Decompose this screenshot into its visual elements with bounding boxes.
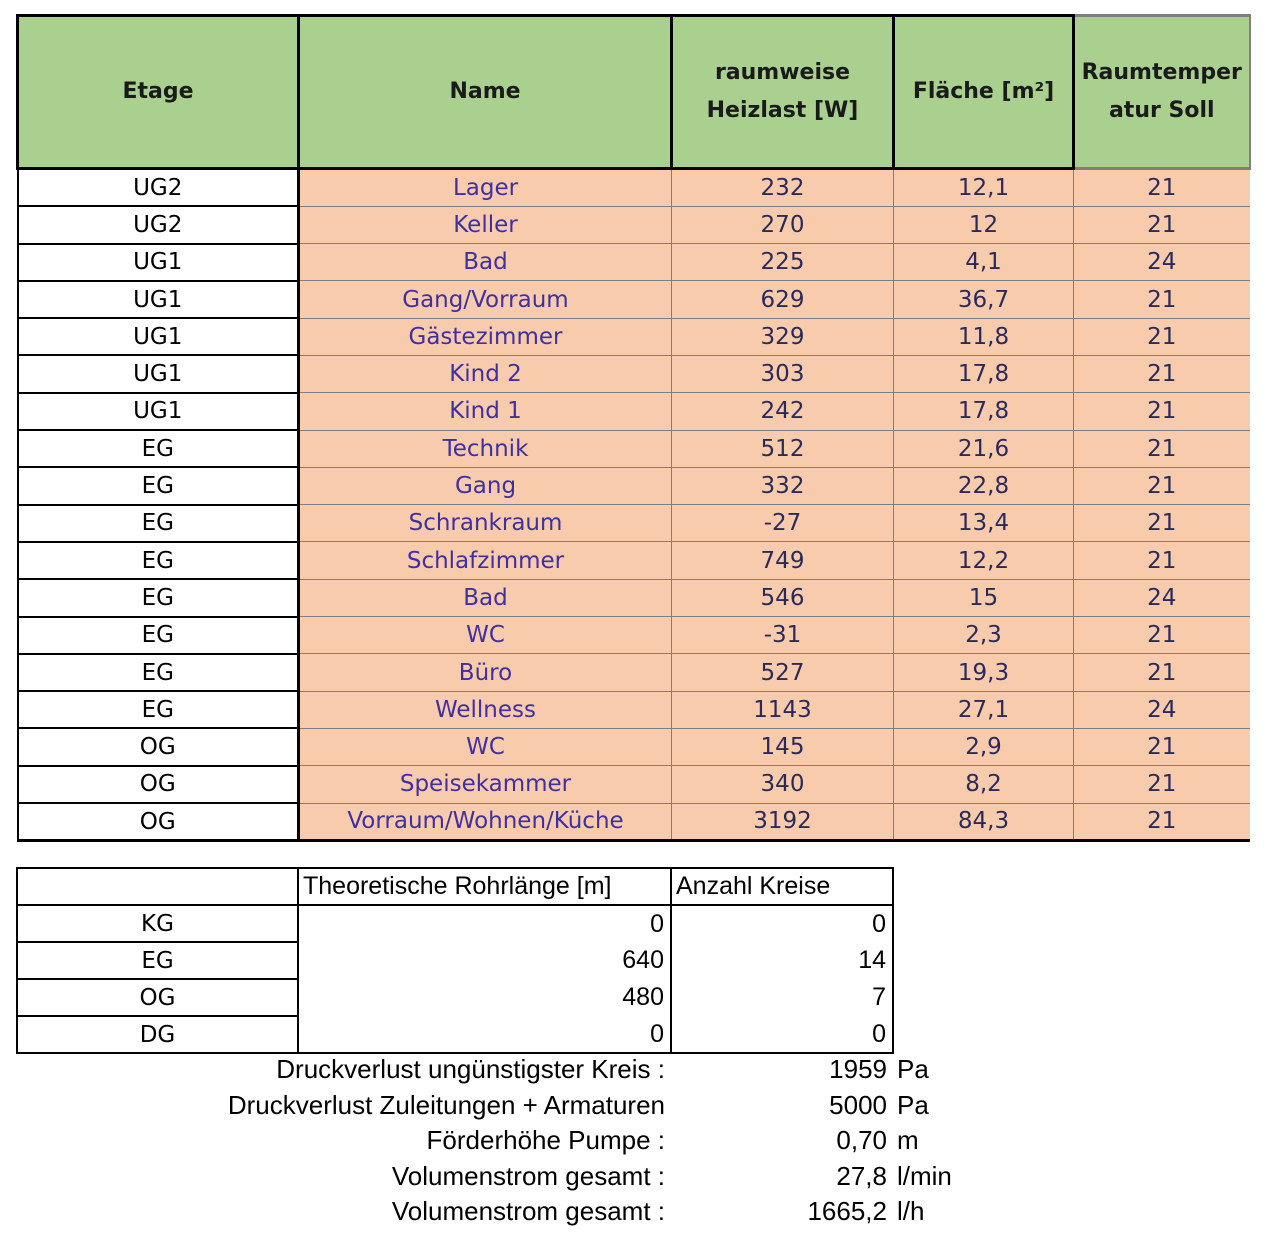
pipe-row <box>17 942 893 979</box>
pipe-floor: EG <box>17 942 298 979</box>
pipe-row <box>17 1016 893 1053</box>
cell-temp: 21 <box>1074 467 1250 504</box>
cell-flaeche: 15 <box>894 579 1074 616</box>
cell-temp: 21 <box>1074 355 1250 392</box>
cell-flaeche: 27,1 <box>894 691 1074 728</box>
heating-load-table <box>16 14 1251 842</box>
cell-flaeche: 36,7 <box>894 281 1074 318</box>
cell-name: Speisekammer <box>299 766 672 803</box>
pipe-floor: KG <box>17 905 298 942</box>
cell-temp: 21 <box>1074 803 1250 841</box>
cell-heizlast: -27 <box>672 505 894 542</box>
cell-name: Schlafzimmer <box>299 542 672 579</box>
summary-unit: Pa <box>897 1089 929 1120</box>
cell-heizlast: 332 <box>672 467 894 504</box>
summary-value: 1665,2 <box>807 1196 887 1226</box>
summary-row <box>0 1054 1000 1090</box>
summary-row <box>0 1196 1000 1232</box>
cell-name: Technik <box>299 430 672 467</box>
cell-temp: 24 <box>1074 579 1250 616</box>
cell-etage: EG <box>18 579 299 616</box>
cell-temp: 21 <box>1074 505 1250 542</box>
pipe-header-circuits: Anzahl Kreise <box>671 868 893 905</box>
cell-etage: OG <box>18 728 299 765</box>
cell-heizlast: 145 <box>672 728 894 765</box>
pipe-row <box>17 979 893 1016</box>
summary-value: 1959 <box>829 1054 887 1084</box>
pipe-length: 0 <box>298 1016 671 1053</box>
cell-name: Wellness <box>299 691 672 728</box>
cell-flaeche: 22,8 <box>894 467 1074 504</box>
cell-etage: EG <box>18 430 299 467</box>
cell-heizlast: 340 <box>672 766 894 803</box>
pipe-circuits: 0 <box>671 905 893 942</box>
cell-heizlast: 242 <box>672 393 894 430</box>
cell-flaeche: 11,8 <box>894 318 1074 355</box>
table-row <box>18 430 1250 467</box>
cell-etage: UG2 <box>18 169 299 207</box>
cell-temp: 21 <box>1074 318 1250 355</box>
cell-etage: UG1 <box>18 393 299 430</box>
cell-temp: 21 <box>1074 169 1250 207</box>
cell-flaeche: 12,1 <box>894 169 1074 207</box>
cell-heizlast: 3192 <box>672 803 894 841</box>
table-row <box>18 355 1250 392</box>
cell-flaeche: 84,3 <box>894 803 1074 841</box>
cell-etage: EG <box>18 505 299 542</box>
table-row <box>18 617 1250 654</box>
cell-heizlast: 329 <box>672 318 894 355</box>
cell-heizlast: 512 <box>672 430 894 467</box>
cell-name: Büro <box>299 654 672 691</box>
header-etage: Etage <box>18 16 299 169</box>
table-row <box>18 169 1250 207</box>
summary-value: 27,8 <box>836 1160 887 1191</box>
cell-name: WC <box>299 617 672 654</box>
cell-name: Kind 2 <box>299 355 672 392</box>
summary-unit: l/min <box>897 1160 952 1191</box>
table-row <box>18 467 1250 504</box>
cell-heizlast: -31 <box>672 617 894 654</box>
cell-flaeche: 21,6 <box>894 430 1074 467</box>
cell-name: Bad <box>299 579 672 616</box>
cell-name: Vorraum/Wohnen/Küche <box>299 803 672 841</box>
cell-heizlast: 1143 <box>672 691 894 728</box>
cell-heizlast: 546 <box>672 579 894 616</box>
summary-unit: m <box>897 1125 919 1155</box>
cell-temp: 21 <box>1074 617 1250 654</box>
table-row <box>18 244 1250 281</box>
summary-label: Förderhöhe Pumpe : <box>426 1125 665 1155</box>
cell-temp: 21 <box>1074 654 1250 691</box>
cell-temp: 21 <box>1074 542 1250 579</box>
cell-heizlast: 303 <box>672 355 894 392</box>
table-row <box>18 318 1250 355</box>
pipe-floor: OG <box>17 979 298 1016</box>
cell-etage: UG1 <box>18 244 299 281</box>
cell-etage: UG1 <box>18 281 299 318</box>
cell-name: Gang <box>299 467 672 504</box>
header-heizlast: raumweise Heizlast [W] <box>672 16 894 169</box>
cell-temp: 21 <box>1074 281 1250 318</box>
summary-label: Volumenstrom gesamt : <box>391 1196 665 1226</box>
cell-flaeche: 8,2 <box>894 766 1074 803</box>
summary-value: 5000 <box>829 1089 887 1120</box>
cell-name: Gästezimmer <box>299 318 672 355</box>
cell-heizlast: 270 <box>672 206 894 243</box>
cell-etage: UG1 <box>18 355 299 392</box>
header-row <box>18 16 1250 169</box>
cell-flaeche: 4,1 <box>894 244 1074 281</box>
cell-name: Lager <box>299 169 672 207</box>
cell-heizlast: 749 <box>672 542 894 579</box>
cell-flaeche: 19,3 <box>894 654 1074 691</box>
cell-name: Gang/Vorraum <box>299 281 672 318</box>
cell-flaeche: 12,2 <box>894 542 1074 579</box>
summary-label: Volumenstrom gesamt : <box>391 1160 665 1191</box>
cell-temp: 21 <box>1074 728 1250 765</box>
cell-etage: EG <box>18 691 299 728</box>
table-row <box>18 281 1250 318</box>
table-row <box>18 803 1250 841</box>
cell-name: Keller <box>299 206 672 243</box>
cell-etage: EG <box>18 617 299 654</box>
header-name: Name <box>299 16 672 169</box>
cell-name: Kind 1 <box>299 393 672 430</box>
cell-flaeche: 13,4 <box>894 505 1074 542</box>
pipe-circuits: 0 <box>671 1016 893 1053</box>
table-row <box>18 393 1250 430</box>
cell-flaeche: 2,9 <box>894 728 1074 765</box>
pipe-length: 640 <box>298 942 671 979</box>
cell-name: Schrankraum <box>299 505 672 542</box>
summary-row <box>0 1125 1000 1161</box>
cell-flaeche: 17,8 <box>894 393 1074 430</box>
cell-flaeche: 12 <box>894 206 1074 243</box>
table-row <box>18 579 1250 616</box>
pipe-length: 0 <box>298 905 671 942</box>
cell-etage: OG <box>18 803 299 841</box>
summary-row <box>0 1161 1000 1197</box>
table-row <box>18 505 1250 542</box>
summary-label: Druckverlust ungünstigster Kreis : <box>276 1054 665 1084</box>
cell-etage: OG <box>18 766 299 803</box>
cell-heizlast: 225 <box>672 244 894 281</box>
cell-temp: 24 <box>1074 691 1250 728</box>
cell-temp: 21 <box>1074 393 1250 430</box>
table-row <box>18 654 1250 691</box>
pipe-header-empty <box>17 868 298 905</box>
summary-label: Druckverlust Zuleitungen + Armaturen <box>227 1089 665 1120</box>
cell-heizlast: 527 <box>672 654 894 691</box>
table-row <box>18 542 1250 579</box>
cell-etage: UG2 <box>18 206 299 243</box>
summary-unit: l/h <box>897 1196 925 1226</box>
pipe-length: 480 <box>298 979 671 1016</box>
cell-heizlast: 232 <box>672 169 894 207</box>
summary-unit: Pa <box>897 1054 929 1084</box>
cell-temp: 21 <box>1074 206 1250 243</box>
header-flaeche: Fläche [m²] <box>894 16 1074 169</box>
summary-row <box>0 1090 1000 1126</box>
cell-heizlast: 629 <box>672 281 894 318</box>
cell-name: WC <box>299 728 672 765</box>
pipe-circuits: 14 <box>671 942 893 979</box>
pipe-floor: DG <box>17 1016 298 1053</box>
table-row <box>18 728 1250 765</box>
cell-etage: EG <box>18 467 299 504</box>
cell-temp: 24 <box>1074 244 1250 281</box>
table-row <box>18 206 1250 243</box>
table-row <box>18 691 1250 728</box>
table-row <box>18 766 1250 803</box>
cell-etage: EG <box>18 654 299 691</box>
pipe-circuits: 7 <box>671 979 893 1016</box>
cell-name: Bad <box>299 244 672 281</box>
cell-etage: UG1 <box>18 318 299 355</box>
pipe-header-length: Theoretische Rohrlänge [m] <box>298 868 671 905</box>
pipe-header-row <box>17 868 893 905</box>
header-raumtemperatur: Raumtemperatur Soll <box>1074 16 1250 169</box>
cell-temp: 21 <box>1074 430 1250 467</box>
summary-value: 0,70 <box>836 1125 887 1155</box>
cell-etage: EG <box>18 542 299 579</box>
cell-flaeche: 2,3 <box>894 617 1074 654</box>
pipe-length-table <box>16 867 894 1054</box>
cell-temp: 21 <box>1074 766 1250 803</box>
pipe-row <box>17 905 893 942</box>
cell-flaeche: 17,8 <box>894 355 1074 392</box>
